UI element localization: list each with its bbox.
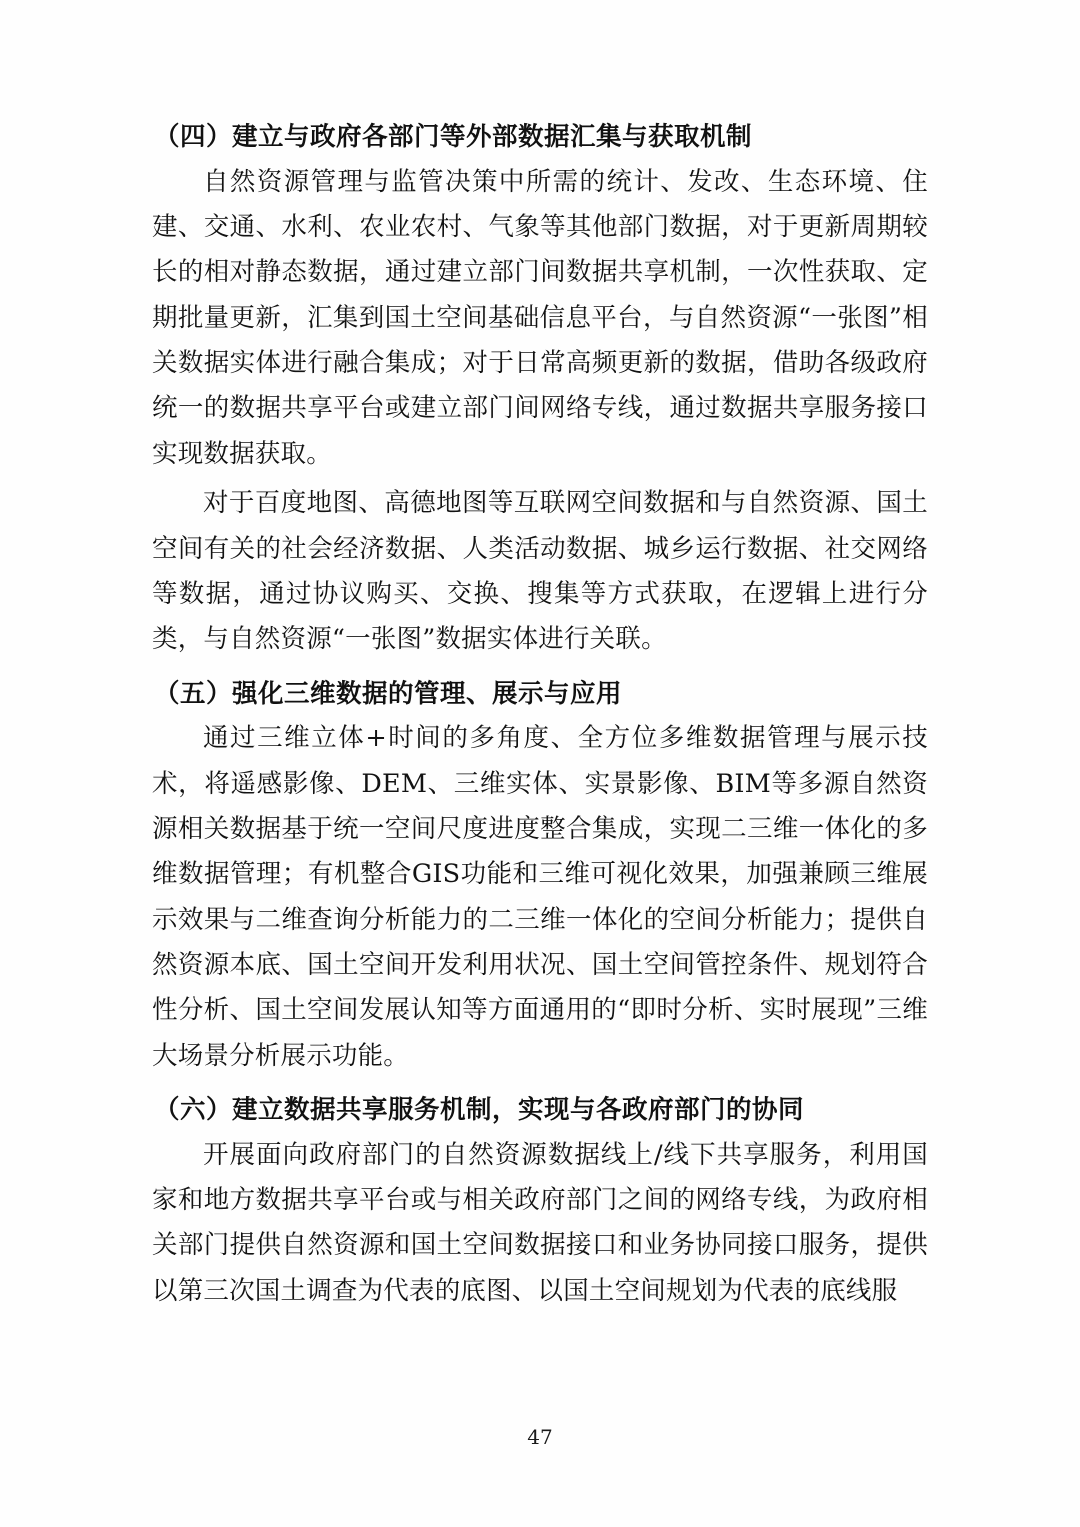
paragraph-three-dimensional-data: 通过三维立体+时间的多角度、全方位多维数据管理与展示技术，将遥感影像、DEM、三维实体、实景影像、BIM等多源自然资源相关数据基于统一空间尺度进度整合集成，实现二三维一体化的多维数据管理；有机整合GIS功能和三维可视化效果，加强兼顾三维展示效果与二维查询分析能力的二三维一体化的空间分析能力；提供自然资源本底、国土空间开发利用状况、国土空间管控条件、规划符合性分析、国土空间发展认知等方面通用的“即时分析、实时展现”三维大场景分析展示功能。: [152, 723, 928, 1071]
paragraph-data-sharing-service: 开展面向政府部门的自然资源数据线上/线下共享服务，利用国家和地方数据共享平台或与相关政府部门之间的网络专线，为政府相关部门提供自然资源和国土空间数据接口和业务协同接口服务，提供以第三次国土调查为代表的底图、以国土空间规划为代表的底线服: [152, 1139, 928, 1306]
page-number: 47: [527, 1425, 553, 1449]
document-body: [152, 118, 928, 1314]
paragraph-internet-spatial-data: 对于百度地图、高德地图等互联网空间数据和与自然资源、国土空间有关的社会经济数据、人类活动数据、城乡运行数据、社交网络等数据，通过协议购买、交换、搜集等方式获取，在逻辑上进行分类，与自然资源“一张图”数据实体进行关联。: [152, 488, 928, 655]
section-heading-four: （四）建立与政府各部门等外部数据汇集与获取机制: [154, 122, 753, 152]
section-heading-five: （五）强化三维数据的管理、展示与应用: [154, 678, 623, 709]
section-heading-six: （六）建立数据共享服务机制，实现与各政府部门的协同: [154, 1095, 805, 1126]
paragraph-external-data-collection: 自然资源管理与监管决策中所需的统计、发改、生态环境、住建、交通、水利、农业农村、气象等其他部门数据，对于更新周期较长的相对静态数据，通过建立部门间数据共享机制，一次性获取、定期批量更新，汇集到国土空间基础信息平台，与自然资源“一张图”相关数据实体进行融合集成；对于日常高频更新的数据，借助各级政府统一的数据共享平台或建立部门间网络专线，通过数据共享服务接口实现数据获取。: [152, 166, 928, 469]
